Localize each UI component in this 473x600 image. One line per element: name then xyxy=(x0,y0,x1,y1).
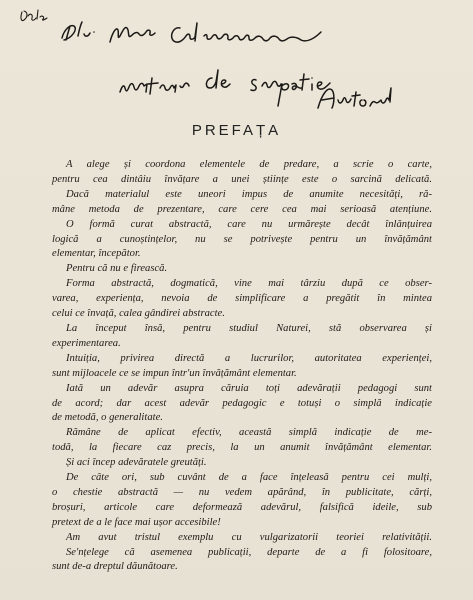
text-line: O formă curat abstractă, care nu urmărește decât înlănțuirea xyxy=(66,218,432,230)
text-line: mâne metoda de prezentare, care cere cea mai serioasă atențiune. xyxy=(52,203,432,215)
text-line: elementar, începător. xyxy=(52,248,141,260)
text-line: Intuiția, privirea directă a lucrurilor, autoritatea experienței, xyxy=(66,352,432,364)
handwritten-dedication xyxy=(0,0,473,120)
text-line: La început însă, pentru studiul Naturei, stă observarea și xyxy=(66,322,432,334)
text-line: broșuri, articole care deformează adevărul, falsifică ideile, sub xyxy=(52,501,432,513)
text-line: Dacă materialul este uneori impus de anumite necesități, ră- xyxy=(66,188,432,200)
text-line: de metodă, o generalitate. xyxy=(52,412,163,424)
text-line: sunt mijloacele ce se impun într'un învățământ elementar. xyxy=(52,367,297,379)
document-title: PREFAȚA xyxy=(191,122,282,139)
text-line: Rămâne de aplicat efectiv, această simplă indicație de me- xyxy=(66,427,432,439)
text-line: pentru cea dintâiu învățare a unei științe este o sarcină delicată. xyxy=(52,173,432,185)
text-line: pretext de a le face mai ușor accesibile! xyxy=(52,516,221,528)
text-line: Iată un adevăr asupra căruia toți adevărații pedagogi sunt xyxy=(66,382,432,394)
text-line: varea, experiența, nevoia de simplificare a pregătit în mintea xyxy=(52,293,432,305)
text-line: celui ce învață, calea gândirei abstracte. xyxy=(52,308,225,320)
text-line: experimentarea. xyxy=(52,337,121,349)
text-line: Pentru că nu e firească. xyxy=(66,263,168,275)
body-text xyxy=(52,158,432,575)
text-line: logică a cunoștințelor, nu se potrivește pentru un învățământ xyxy=(52,233,432,245)
text-line: Și aci încep adevăratele greutăți. xyxy=(66,457,207,469)
text-line: sunt de-a dreptul dăunătoare. xyxy=(52,561,178,573)
text-line: A alege și coordona elementele de predare, a scrie o carte, xyxy=(66,159,432,170)
text-line: todă, la fiecare caz precis, la un anumit învățământ elementar. xyxy=(52,442,432,454)
text-line: Se'nțelege că asemenea publicații, departe de a fi folositoare, xyxy=(66,546,432,558)
text-line: De câte ori, sub cuvânt de a face înțeleasă pentru cei mulți, xyxy=(66,472,432,484)
text-line: Forma abstractă, dogmatică, vine mai târziu după ce obser- xyxy=(66,278,432,290)
text-line: de acord; dar acest adevăr pedagogic e totuși o simplă indicație xyxy=(52,397,432,409)
text-line: Am avut tristul exemplu cu vulgarizatorii teoriei relativității. xyxy=(66,531,432,543)
text-line: o chestie abstractă — nu vedem apărând, în publicitate, cărți, xyxy=(52,486,432,498)
